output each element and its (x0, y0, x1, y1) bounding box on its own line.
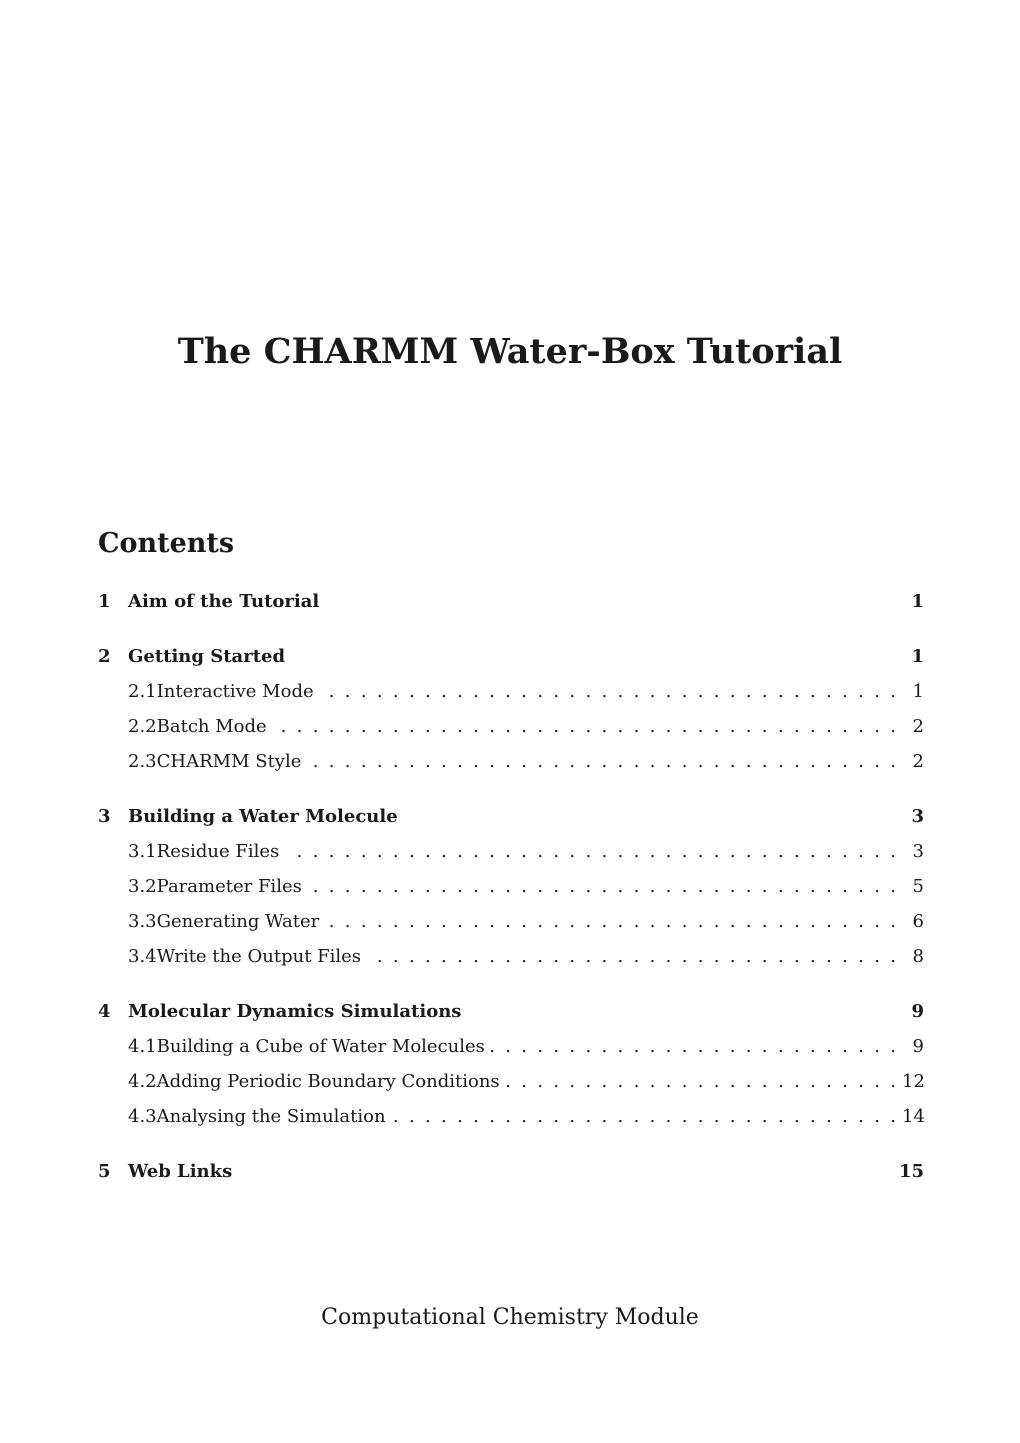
dot-leader (367, 941, 896, 973)
toc-subsection-title: Interactive Mode (156, 681, 314, 702)
toc-section-number: 3 (98, 806, 111, 827)
toc-subsection-number: 2.1 (128, 681, 157, 702)
toc-section-page-number: 9 (911, 1001, 924, 1022)
toc-section-entry[interactable] (98, 641, 924, 676)
toc-subsection-title: Write the Output Files (156, 946, 362, 967)
dot-leader (392, 1101, 896, 1133)
toc-subsection-entry[interactable] (98, 906, 924, 941)
toc-subsection-number: 4.1 (128, 1036, 157, 1057)
dot-leader (307, 746, 896, 778)
toc-subsection-number: 4.2 (128, 1071, 157, 1092)
toc-section-title: Web Links (128, 1161, 233, 1182)
toc-subsection-page-number: 6 (912, 911, 924, 932)
toc-subsection-entry[interactable] (98, 941, 924, 976)
dot-leader (491, 1031, 896, 1063)
toc-section-title: Molecular Dynamics Simulations (128, 1001, 462, 1022)
toc-subsection-number: 3.3 (128, 911, 157, 932)
toc-subsection-number: 4.3 (128, 1106, 157, 1127)
toc-section-page-number: 15 (898, 1161, 924, 1182)
contents-heading: Contents (98, 528, 235, 559)
toc-subsection-entry[interactable] (98, 1101, 924, 1136)
toc-subsection-number: 3.4 (128, 946, 157, 967)
toc-subsection-page-number: 12 (902, 1071, 925, 1092)
toc-subsection-number: 3.1 (128, 841, 157, 862)
toc-section-page-number: 1 (911, 646, 924, 667)
toc-section-number: 4 (98, 1001, 111, 1022)
toc-section-title: Aim of the Tutorial (128, 591, 320, 612)
toc-section-number: 1 (98, 591, 111, 612)
dot-leader (285, 836, 896, 868)
toc-subsection-title: Building a Cube of Water Molecules (156, 1036, 485, 1057)
toc-subsection-title: Generating Water (156, 911, 320, 932)
toc-section-entry[interactable] (98, 801, 924, 836)
toc-subsection-page-number: 3 (912, 841, 924, 862)
toc-section-entry[interactable] (98, 586, 924, 621)
dot-leader (273, 711, 896, 743)
toc-section-title: Getting Started (128, 646, 286, 667)
toc-subsection-title: Residue Files (156, 841, 280, 862)
toc-section-number: 5 (98, 1161, 111, 1182)
toc-subsection-title: Parameter Files (156, 876, 302, 897)
toc-subsection-entry[interactable] (98, 836, 924, 871)
toc-section-entry[interactable] (98, 1156, 924, 1191)
toc-subsection-entry[interactable] (98, 1066, 924, 1101)
dot-leader (320, 676, 896, 708)
toc-subsection-entry[interactable] (98, 676, 924, 711)
toc-subsection-page-number: 1 (912, 681, 924, 702)
table-of-contents (98, 586, 924, 1191)
toc-subsection-entry[interactable] (98, 1031, 924, 1066)
toc-subsection-title: Batch Mode (156, 716, 267, 737)
toc-subsection-page-number: 2 (912, 751, 924, 772)
toc-subsection-title: Analysing the Simulation (156, 1106, 386, 1127)
toc-section-entry[interactable] (98, 996, 924, 1031)
toc-subsection-title: CHARMM Style (156, 751, 302, 772)
dot-leader (325, 906, 896, 938)
page-title: The CHARMM Water-Box Tutorial (177, 331, 843, 372)
toc-subsection-page-number: 5 (912, 876, 924, 897)
footer-text: Computational Chemistry Module (321, 1305, 699, 1330)
toc-section-page-number: 1 (911, 591, 924, 612)
toc-section-title: Building a Water Molecule (128, 806, 398, 827)
toc-subsection-page-number: 2 (912, 716, 924, 737)
toc-subsection-number: 2.3 (128, 751, 157, 772)
toc-subsection-entry[interactable] (98, 711, 924, 746)
toc-subsection-title: Adding Periodic Boundary Conditions (156, 1071, 500, 1092)
toc-subsection-entry[interactable] (98, 746, 924, 781)
toc-subsection-page-number: 14 (902, 1106, 925, 1127)
toc-subsection-page-number: 8 (912, 946, 924, 967)
toc-subsection-number: 3.2 (128, 876, 157, 897)
dot-leader (506, 1066, 896, 1098)
dot-leader (308, 871, 896, 903)
toc-subsection-page-number: 9 (912, 1036, 924, 1057)
toc-subsection-entry[interactable] (98, 871, 924, 906)
toc-section-number: 2 (98, 646, 111, 667)
toc-subsection-number: 2.2 (128, 716, 157, 737)
toc-section-page-number: 3 (911, 806, 924, 827)
